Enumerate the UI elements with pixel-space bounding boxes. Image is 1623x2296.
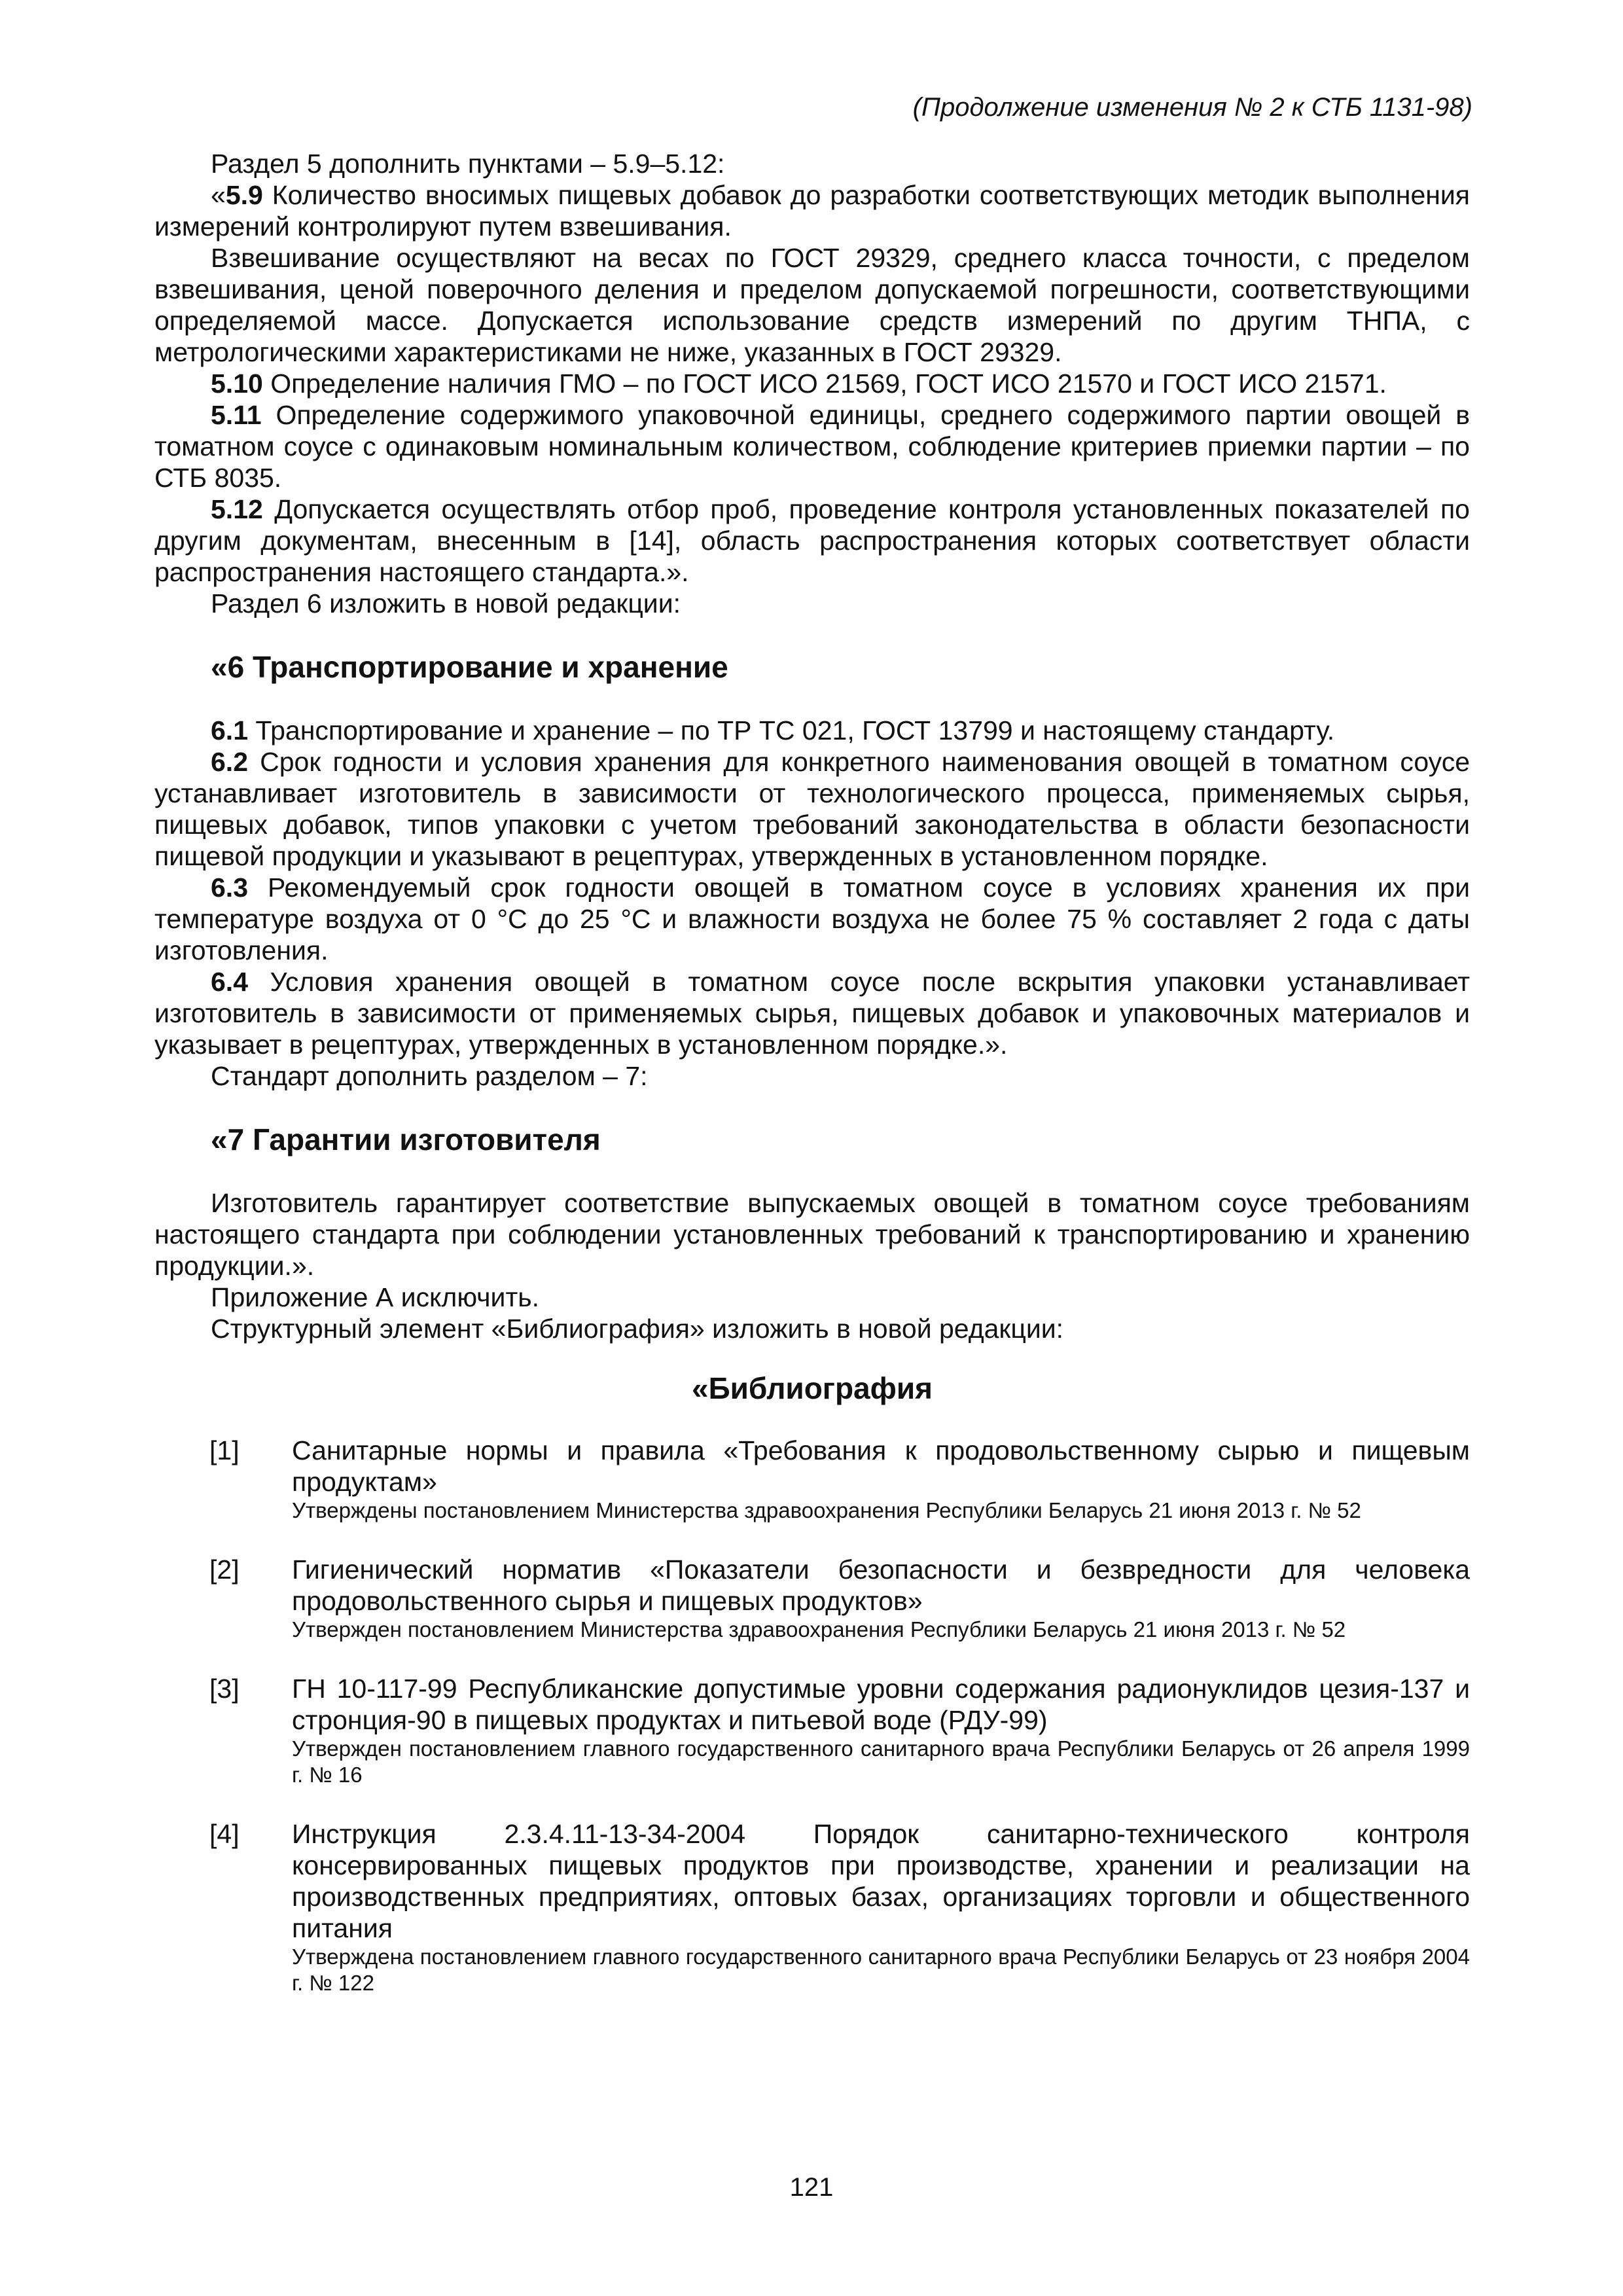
intro-section5: Раздел 5 дополнить пунктами – 5.9–5.12: (211, 149, 725, 179)
clause-7-text: Изготовитель гарантирует соответствие выпускаемых овощей в томатном соусе требованиям настоящего стандарта при соблюдении установленных требований к транспортированию и хранению продукции.». (154, 1188, 1470, 1281)
clause-5-10 (154, 368, 1470, 399)
clause-6-4-number: 6.4 (211, 967, 248, 997)
bibliography-entry-title: Гигиенический норматив «Показатели безопасности и безвредности для человека продовольственного сырья и пищевых продуктов» (292, 1554, 1470, 1616)
bibliography-entry-title: Санитарные нормы и правила «Требования к продовольственному сырью и пищевым продуктам» (292, 1435, 1470, 1497)
clause-5-9-number: 5.9 (225, 180, 263, 210)
intro-section6: Раздел 6 изложить в новой редакции: (211, 588, 681, 619)
clause-5-11 (154, 399, 1470, 493)
bibliography-entry-note: Утвержден постановлением главного государственного санитарного врача Республики Беларусь от 26 апреля 1999 г. № 16 (292, 1736, 1470, 1787)
bibliography-entry-body (292, 1673, 1470, 1788)
bibliography-entry (154, 1818, 1470, 1996)
bibliography-list (154, 1435, 1470, 1996)
bibliography-entry-number: [4] (209, 1819, 240, 1849)
clause-6-4-text: Условия хранения овощей в томатном соусе после вскрытия упаковки устанавливает изготовитель в зависимости от применяемых сырья, пищевых добавок и упаковочных материалов и указывает в рецептурах, утвержденных в установленном порядке.». (154, 967, 1470, 1060)
bibliography-entry-note: Утверждены постановлением Министерства здравоохранения Республики Беларусь 21 июня 2013 г. № 52 (292, 1498, 1361, 1522)
page-number: 121 (789, 2173, 834, 2202)
clause-6-1-number: 6.1 (211, 715, 248, 745)
clause-5-9-weighing: Взвешивание осуществляют на весах по ГОСТ 29329, среднего класса точности, с пределом взвешивания, ценой поверочного деления и пределом допускаемой погрешности, соответствующими определяемой массе. Допускается использование средств измерений по другим ТНПА, с метрологическими характеристиками не ниже, указанных в ГОСТ 29329. (154, 243, 1470, 367)
clause-5-12-number: 5.12 (211, 494, 263, 524)
document-body (154, 148, 1470, 2026)
bibliography-entry-title: Инструкция 2.3.4.11-13-34-2004 Порядок санитарно-технического контроля консервированных пищевых продуктов при производстве, хранении и реализации на производственных предприятиях, оптовых базах, организациях торговли и общественного питания (292, 1819, 1470, 1943)
clause-6-3 (154, 872, 1470, 966)
clause-5-10-text: Определение наличия ГМО – по ГОСТ ИСО 21569, ГОСТ ИСО 21570 и ГОСТ ИСО 21571. (262, 368, 1387, 399)
bibliography-entry-body (292, 1818, 1470, 1996)
bibliography-entry-number: [1] (209, 1435, 240, 1465)
clause-6-2-text: Срок годности и условия хранения для конкретного наименования овощей в томатном соусе устанавливает изготовитель в зависимости от технологического процесса, применяемых сырья, пищевых добавок, типов упаковки с учетом требований законодательства в области безопасности пищевой продукции и указывают в рецептурах, утвержденных в установленном порядке. (154, 747, 1470, 871)
bibliography-entry-note: Утвержден постановлением Министерства здравоохранения Республики Беларусь 21 июня 2013 г. № 52 (292, 1617, 1346, 1641)
clause-5-9-prefix: « (211, 180, 226, 210)
clause-5-9-text: Количество вносимых пищевых добавок до разработки соответствующих методик выполнения измерений контролируют путем взвешивания. (154, 180, 1470, 242)
bibliography-title: «Библиография (692, 1371, 933, 1405)
clause-5-9 (154, 179, 1470, 242)
intro-section7: Стандарт дополнить разделом – 7: (211, 1061, 648, 1091)
bibliography-entry-title: ГН 10-117-99 Республиканские допустимые уровни содержания радионуклидов цезия-137 и стронция-90 в пищевых продуктах и питьевой воде (РДУ-99) (292, 1674, 1470, 1735)
clause-6-3-number: 6.3 (211, 872, 248, 903)
clause-5-12-text: Допускается осуществлять отбор проб, проведение контроля установленных показателей по другим документам, внесенным в [14], область распространения которых соответствует области распространения настоящего стандарта.». (154, 494, 1470, 587)
clause-6-2 (154, 746, 1470, 872)
section-6-title: «6 Транспортирование и хранение (211, 650, 728, 684)
header-note: (Продолжение изменения № 2 к СТБ 1131-98) (912, 93, 1472, 122)
bibliography-entry-body (292, 1554, 1470, 1643)
clause-6-1-text: Транспортирование и хранение – по ТР ТС 021, ГОСТ 13799 и настоящему стандарту. (248, 715, 1335, 745)
clause-5-11-text: Определение содержимого упаковочной единицы, среднего содержимого партии овощей в томатном соусе с одинаковым номинальным количеством, соблюдение критериев приемки партии – по СТБ 8035. (154, 400, 1470, 493)
clause-5-10-number: 5.10 (211, 368, 263, 399)
clause-6-2-number: 6.2 (211, 747, 248, 777)
bibliography-entry (154, 1554, 1470, 1643)
bibliography-entry (154, 1673, 1470, 1788)
bibliography-entry-note: Утверждена постановлением главного государственного санитарного врача Республики Беларусь от 23 ноября 2004 г. № 122 (292, 1945, 1470, 1995)
bibliography-entry-number: [3] (209, 1674, 240, 1704)
clause-5-12 (154, 493, 1470, 588)
clause-6-1 (154, 715, 1470, 746)
section-7-title: «7 Гарантии изготовителя (211, 1122, 601, 1157)
clause-6-3-text: Рекомендуемый срок годности овощей в томатном соусе в условиях хранения их при температуре воздуха от 0 °С до 25 °С и влажности воздуха не более 75 % составляет 2 года с даты изготовления. (154, 872, 1470, 965)
bibliography-entry (154, 1435, 1470, 1524)
clause-5-11-number: 5.11 (211, 400, 262, 430)
bibliography-entry-body (292, 1435, 1470, 1524)
annex-a-note: Приложение А исключить. (211, 1282, 539, 1312)
bibliography-entry-number: [2] (209, 1554, 240, 1585)
clause-6-4 (154, 966, 1470, 1060)
bibliography-intro: Структурный элемент «Библиография» изложить в новой редакции: (211, 1314, 1064, 1344)
